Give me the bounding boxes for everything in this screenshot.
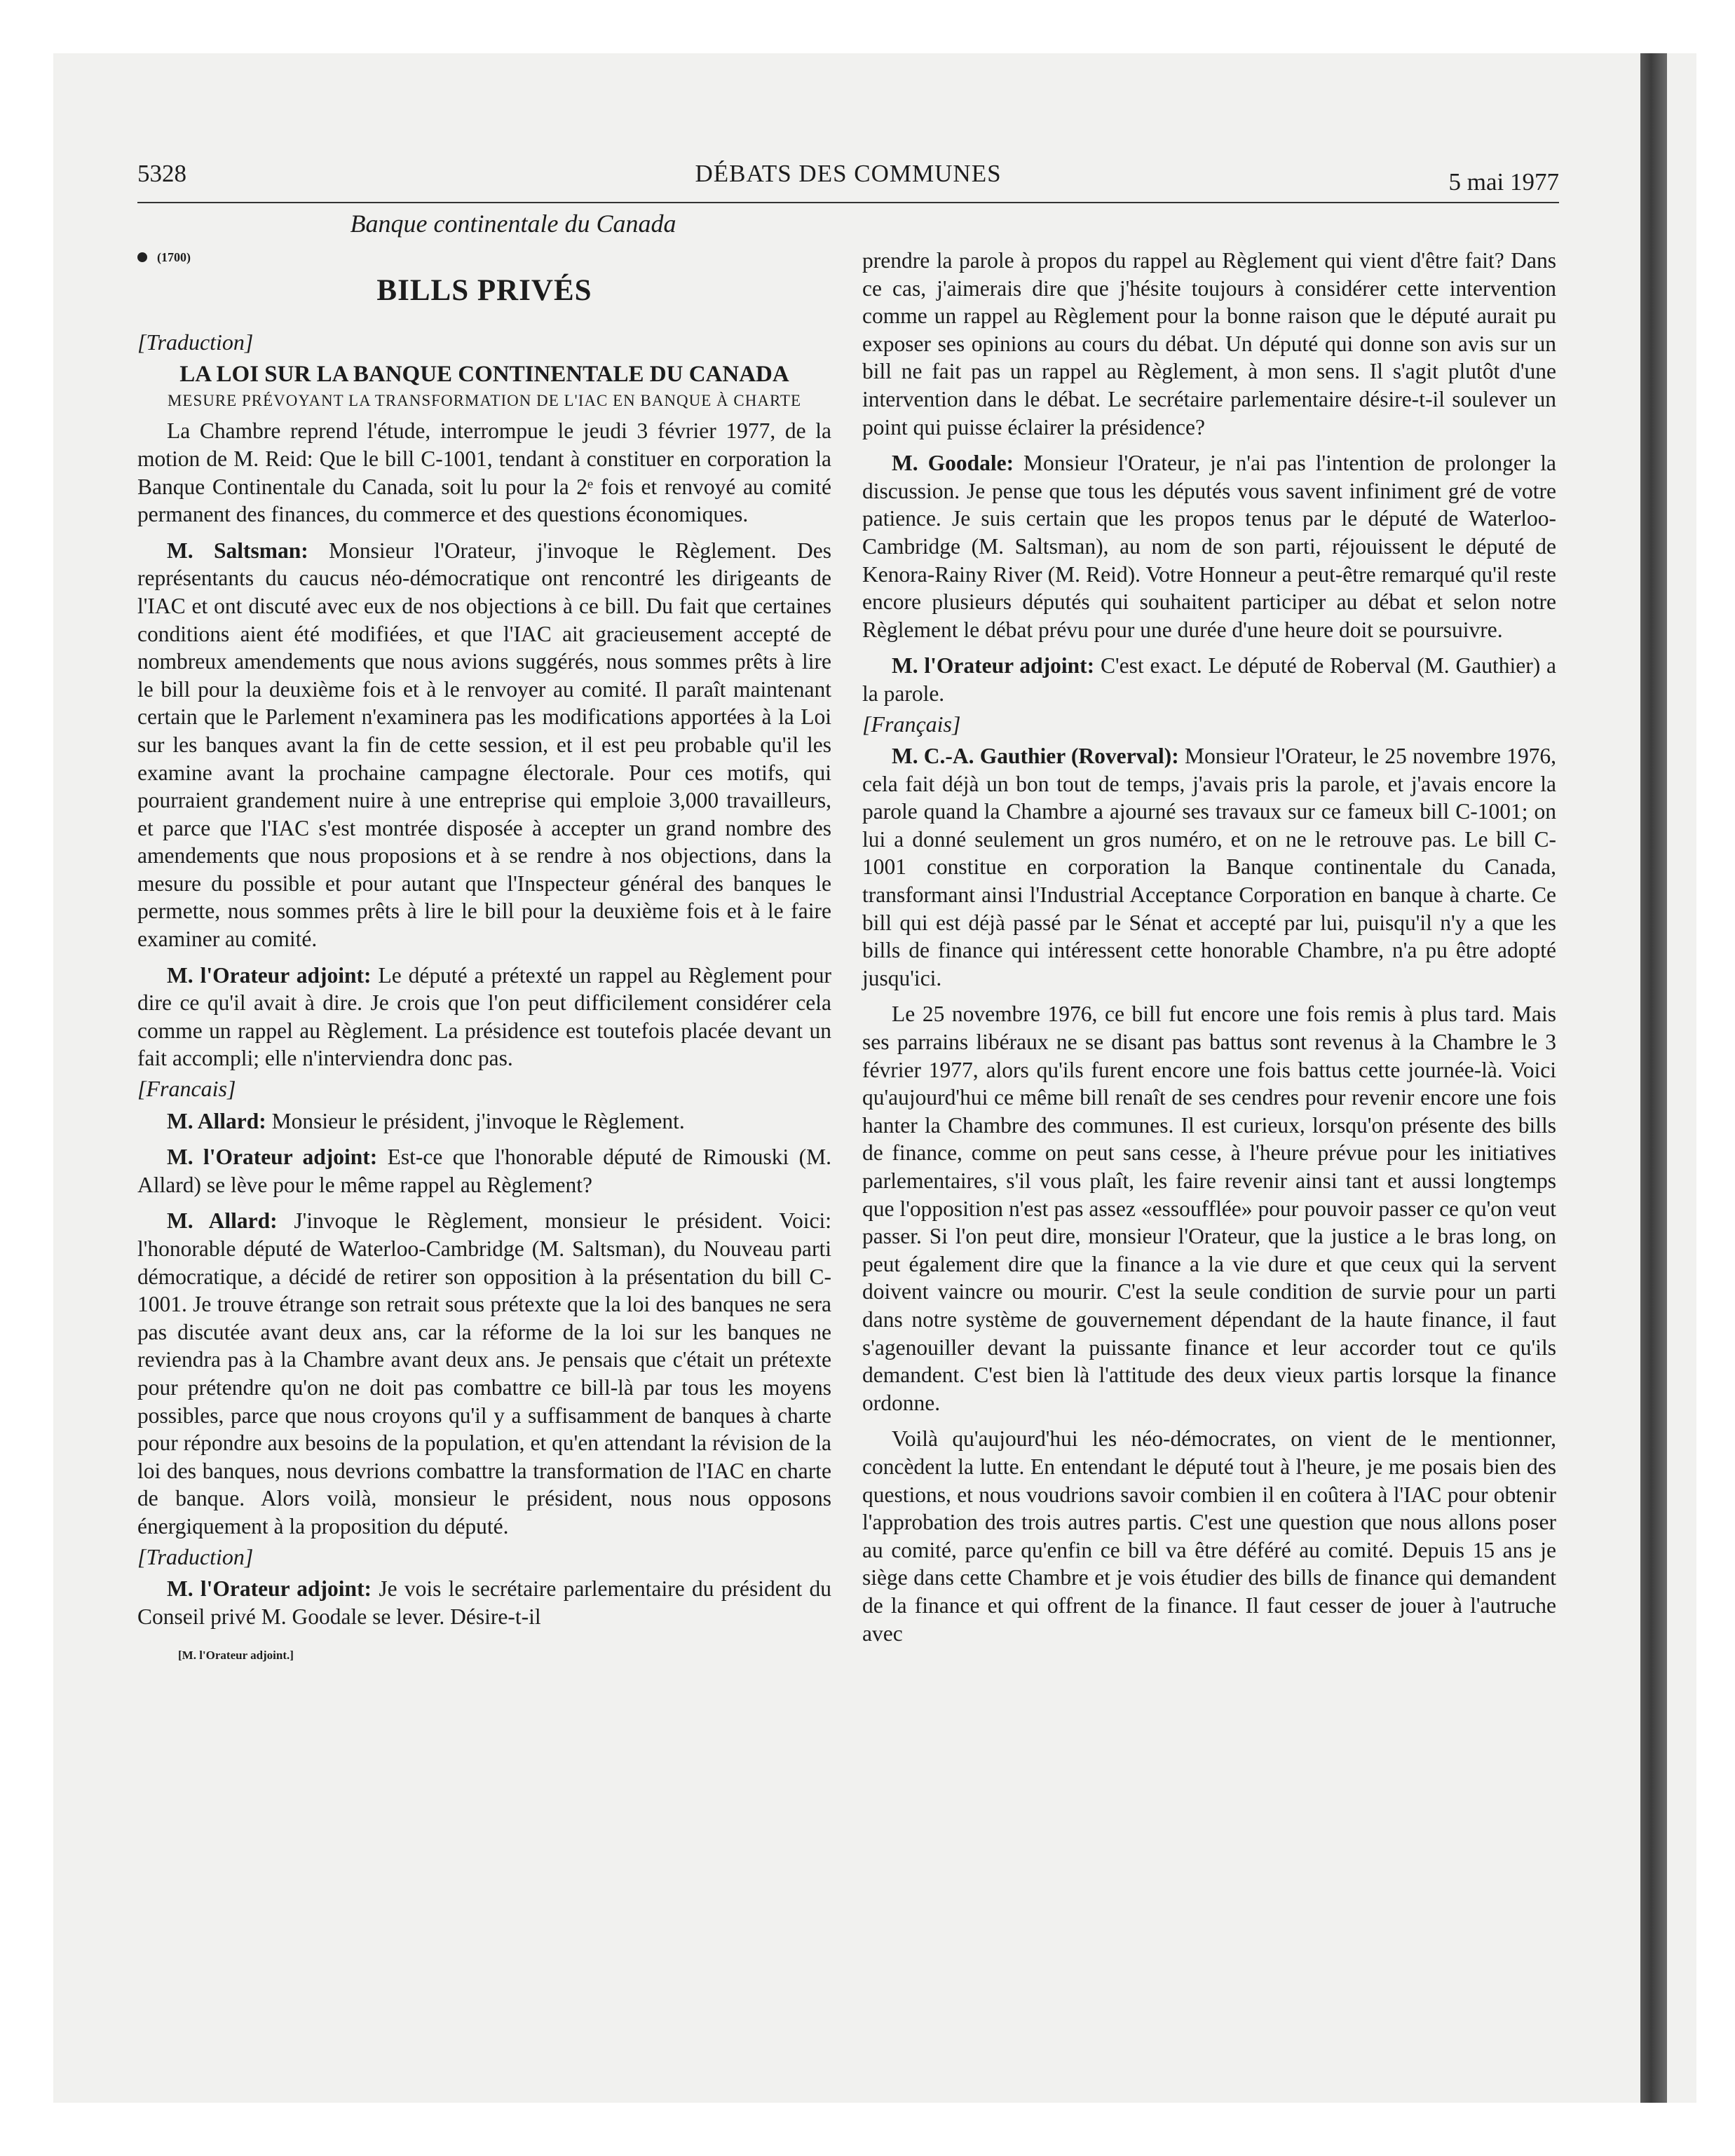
language-tag: [Traduction]	[137, 329, 254, 355]
speech-saltsman	[137, 537, 831, 953]
speech-text: Monsieur l'Orateur, je n'ai pas l'intention de prolonger la discussion. Je pense que tous les députés vous savent infiniment gré de votre patience. Je suis certain que les propos tenus par le député de Waterloo-Cambridge (M. Saltsman), au nom de son parti, réjouissent le député de Kenora-Rainy River (M. Reid). Votre Honneur a peut-être remarqué qu'il reste encore plusieurs députés qui souhaitent participer au débat et selon notre Règlement le débat prévu pour une durée d'une heure doit se poursuivre.	[862, 451, 1556, 642]
speech-goodale	[862, 449, 1556, 643]
speech-allard-2	[137, 1207, 831, 1540]
speaker-footnote: [M. l'Orateur adjoint.]	[178, 1649, 294, 1663]
time-marker-label: (1700)	[157, 250, 191, 264]
speech-text: Le député a prétexté un rappel au Règlement pour dire ce qu'il avait à dire. Je crois que l'on peut difficilement considérer cela comme un rappel au Règlement. La présidence est toutefois placée devant un fait accompli; elle n'interviendra donc pas.	[137, 962, 831, 1071]
speaker-name: M. l'Orateur adjoint:	[167, 1145, 378, 1170]
speaker-name: M. l'Orateur adjoint:	[167, 962, 372, 988]
paragraph-gauthier-2: Le 25 novembre 1976, ce bill fut encore une fois remis à plus tard. Mais ses parrains libéraux ne se disant pas battus sont revenus à la Chambre le 3 février 1977, alors qu'ils furent encore une fois battus cette journée-là. Voici qu'aujourd'hui ce même bill renaît de ses cendres pour revenir encore une fois hanter la Chambre des communes. Il est curieux, lorsqu'on présente des bills de finance, comme on peut sans cesse, à l'heure prévue pour les initiatives parlementaires, s'il vous plaît, les faire revenir ainsi tant et aussi longtemps que l'opposition n'est pas assez «essoufflée» pour pouvoir passer ce qu'on veut passer. Si l'on peut dire, monsieur l'Orateur, que la justice a le bras long, on peut également dire que la finance a la vie dure et que ceux qui la servent doivent vaincre ou mourir. C'est la seule condition de survie pour un parti dans notre système de gouvernement dépendant de la haute finance, il faut s'agenouiller devant la puissante finance et leur accorder tout ce qu'ils demandent. C'est bien là l'attitude des deux vieux partis lorsque la finance ordonne.	[862, 1002, 1556, 1415]
speech-orateur-adjoint-1	[137, 962, 831, 1072]
journal-title: DÉBATS DES COMMUNES	[695, 160, 1002, 187]
speech-text: Est-ce que l'honorable député de Rimouski (M. Allard) se lève pour le même rappel au Règlement?	[137, 1145, 831, 1197]
section-title: BILLS PRIVÉS	[376, 274, 592, 308]
bullet-icon	[137, 252, 147, 262]
speaker-name: M. l'Orateur adjoint:	[892, 653, 1095, 678]
running-rubric: Banque continentale du Canada	[350, 210, 676, 238]
page-number: 5328	[137, 160, 186, 187]
speech-orateur-adjoint-2	[137, 1143, 831, 1199]
speaker-name: M. Saltsman:	[167, 538, 308, 563]
issue-date: 5 mai 1977	[1448, 168, 1559, 196]
speech-text: Monsieur l'Orateur, le 25 novembre 1976, cela fait déjà un bon tout de temps, j'avais pris la parole, et j'avais encore la parole quand la Chambre a ajourné ses travaux sur ce fameux bill C-1001; on lui a donné seulement un gros numéro, et on ne le retrouve pas. Le bill C-1001 constitue en corporation la Banque continentale du Canada, transformant ainsi l'Industrial Acceptance Corporation en banque à charte. Ce bill qui est déjà passé par le Sénat et accepté par lui, puisqu'il n'y a que les bills de finance qui intéressent cette honorable Chambre, n'a pu être adopté jusqu'ici.	[862, 744, 1557, 990]
page-header	[137, 156, 1559, 203]
speaker-name: M. C.-A. Gauthier (Roverval):	[892, 744, 1179, 769]
speaker-name: M. l'Orateur adjoint:	[167, 1576, 372, 1602]
speaker-name: M. Allard:	[167, 1108, 266, 1133]
language-tag: [Traduction]	[137, 1543, 254, 1569]
speech-text: Monsieur le président, j'invoque le Règlement.	[271, 1108, 685, 1133]
time-marker	[137, 244, 831, 272]
intro-paragraph: La Chambre reprend l'étude, interrompue le jeudi 3 février 1977, de la motion de M. Reid: Que le bill C-1001, tendant à constituer en corporation la Banque Continentale du Canada, soit lu pour la 2ᵉ fois et renvoyé au comité permanent des finances, du commerce et des questions économiques.	[137, 418, 831, 527]
speech-allard-1	[137, 1107, 831, 1135]
speech-orateur-adjoint-3	[137, 1575, 831, 1630]
speech-orateur-adjoint-4	[862, 652, 1556, 707]
binding-edge	[1640, 53, 1667, 2103]
language-tag: [Français]	[862, 711, 961, 737]
speech-text: Je vois le secrétaire parlementaire du président du Conseil privé M. Goodale se lever. Désire-t-il	[137, 1576, 831, 1629]
speech-text: Monsieur l'Orateur, j'invoque le Règlement. Des représentants du caucus néo-démocratique ont rencontré les dirigeants de l'IAC et ont discuté avec eux de nos objections à ce bill. Du fait que certaines conditions aient été modifiées, et que l'IAC ait gracieusement accepté de nombreux amendements que nous avions suggérés, nous sommes prêts à lire le bill pour la deuxième fois et à le renvoyer au comité. Il paraît maintenant certain que le Parlement n'examinera pas les modifications apportées à la Loi sur les banques avant la fin de cette session, et il est peu probable qu'il les examine avant la prochaine campagne électorale. Pour ces motifs, qui pourraient grandement nuire à une entreprise qui emploie 3,000 travailleurs, et parce que l'IAC s'est montrée disposée à accepter un grand nombre des amendements que nous proposions et à se rendre à nos objections, dans la mesure du possible et pour autant que l'Inspecteur général des banques le permette, nous sommes prêts à lire le bill pour la deuxième fois et à le faire examiner au comité.	[137, 538, 832, 952]
speaker-name: M. Allard:	[167, 1208, 278, 1234]
bill-title: LA LOI SUR LA BANQUE CONTINENTALE DU CANADA	[179, 362, 789, 388]
speech-text: C'est exact. Le député de Roberval (M. Gauthier) a la parole.	[862, 653, 1556, 706]
speech-text: J'invoque le Règlement, monsieur le président. Voici: l'honorable député de Waterloo-Cambridge (M. Saltsman), du Nouveau parti démocratique, a décidé de retirer son opposition à la présentation du bill C-1001. Je trouve étrange son retrait sous prétexte que la loi des banques ne sera pas discutée avant deux ans, car la réforme de la loi sur les banques ne reviendra pas à la Chambre avant deux ans. Je pensais que c'était un prétexte pour prétendre qu'on ne doit pas combattre ce bill-là par tous les moyens possibles, parce que nous croyons qu'il y a suffisamment de banques à charte pour répondre aux besoins de la population, et qu'en attendant la révision de la loi des banques, nous devrions combattre la transformation de l'IAC en charte de banque. Alors voilà, monsieur le président, nous nous opposons énergiquement à la proposition du député.	[137, 1208, 831, 1538]
left-column	[137, 210, 831, 1670]
language-tag: [Francais]	[137, 1076, 236, 1102]
bill-subtitle: MESURE PRÉVOYANT LA TRANSFORMATION DE L'IAC EN BANQUE À CHARTE	[167, 392, 802, 410]
speaker-name: M. Goodale:	[892, 451, 1014, 476]
right-column	[862, 247, 1556, 1647]
speech-gauthier	[862, 742, 1556, 992]
paragraph-gauthier-3: Voilà qu'aujourd'hui les néo-démocrates, on vient de le mentionner, concèdent la lutte. En entendant le député tout à l'heure, je me posais bien des questions, et nous voudrions savoir combien il en coûtera à l'IAC pour obtenir l'approbation des trois autres partis. C'est une question que nous allons poser au comité, parce qu'enfin ce bill va être déféré au comité. Depuis 15 ans je siège dans cette Chambre et je vois étudier des bills de finance qui demandent de la finance et qui offrent de la finance. Il faut cesser de jouer à l'autruche avec	[862, 1426, 1556, 1646]
continued-paragraph: prendre la parole à propos du rappel au Règlement qui vient d'être fait? Dans ce cas, j'aimerais dire que j'hésite toujours à considérer cette intervention comme un rappel au Règlement pour la bonne raison que le député aurait pu exposer ses opinions au cours du débat. Un député qui donne son avis sur un bill ne fait pas un rappel au Règlement, à mon sens. Il s'agit plutôt d'une intervention dans le débat. Le secrétaire parlementaire désire-t-il soulever un point qui puisse éclairer la présidence?	[862, 248, 1556, 439]
